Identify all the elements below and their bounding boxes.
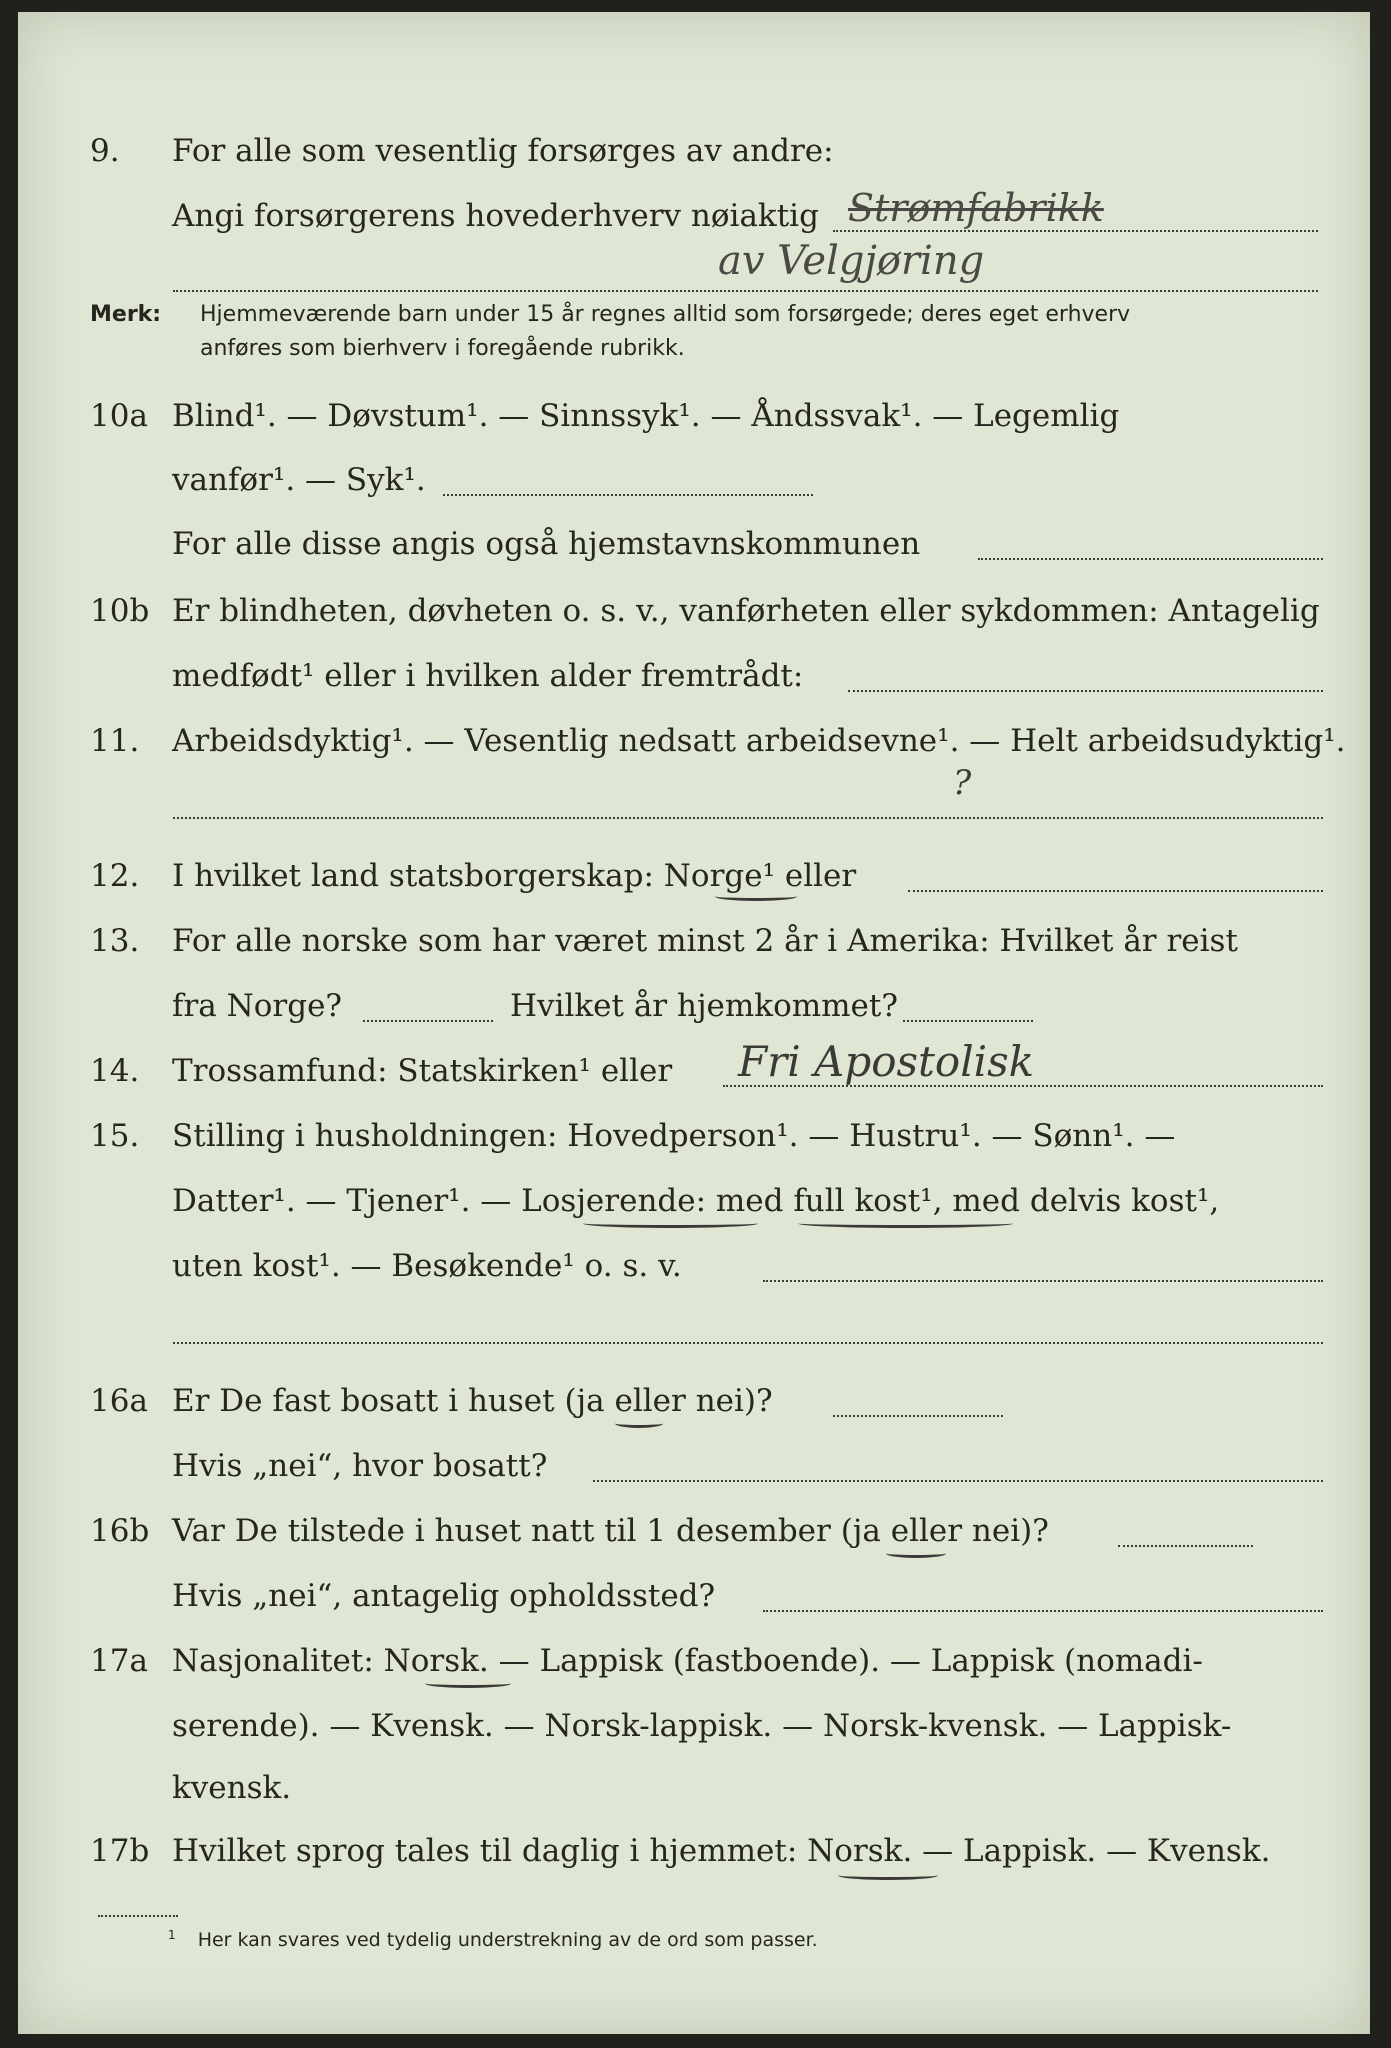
q16b-text-2: Hvis „nei“, antagelig opholdssted?: [172, 1578, 716, 1614]
q16a-text: Er De fast bosatt i huset (ja eller nei)?: [172, 1383, 773, 1419]
census-form-page: [18, 12, 1370, 2034]
answer-line[interactable]: [173, 290, 1318, 292]
q17b-text: Hvilket sprog tales til daglig i hjemmet: Norsk. — Lappisk. — Kvensk.: [172, 1833, 1271, 1869]
q10a-row-2: [18, 456, 1370, 504]
q13-text-2b: Hvilket år hjemkommet?: [510, 988, 898, 1024]
footnote-marker: 1: [168, 1928, 176, 1942]
q16a-row: [18, 1377, 1370, 1425]
q16a-number: 16a: [90, 1383, 148, 1419]
q10a-text: Blind¹. — Døvstum¹. — Sinnssyk¹. — Åndssvak¹. — Legemlig: [172, 398, 1120, 434]
q9-number: 9.: [90, 133, 120, 169]
q15-row-2: [18, 1177, 1370, 1225]
q16b-row: [18, 1507, 1370, 1555]
q15-text: Stilling i husholdningen: Hovedperson¹. — Hustru¹. — Sønn¹. —: [172, 1118, 1176, 1154]
underline-mark: [798, 1219, 1013, 1228]
q17a-row: [18, 1637, 1370, 1685]
q17a-row-2: [18, 1702, 1370, 1750]
q16a-row-2: [18, 1442, 1370, 1490]
answer-line[interactable]: [908, 890, 1323, 892]
q9-handwritten-answer: av Velgjøring: [718, 238, 985, 284]
q10b-text: Er blindheten, døvheten o. s. v., vanførheten eller sykdommen: Antagelig: [172, 593, 1320, 629]
q13-number: 13.: [90, 923, 140, 959]
q17a-text-2: serende). — Kvensk. — Norsk-lappisk. — Norsk-kvensk. — Lappisk-: [172, 1708, 1232, 1744]
q11-number: 11.: [90, 723, 140, 759]
answer-line[interactable]: [173, 1342, 1323, 1344]
q14-text: Trossamfund: Statskirken¹ eller: [172, 1053, 673, 1089]
answer-line[interactable]: [173, 817, 1323, 819]
q9-row-3: [18, 238, 1370, 298]
note-text-1: Hjemmeværende barn under 15 år regnes alltid som forsørgede; deres eget erhverv: [200, 302, 1131, 327]
q11-text: Arbeidsdyktig¹. — Vesentlig nedsatt arbeidsevne¹. — Helt arbeidsudyktig¹.: [172, 723, 1346, 759]
q9-row-2: [18, 186, 1370, 240]
q13-row: [18, 917, 1370, 965]
q13-text-2a: fra Norge?: [172, 988, 343, 1024]
q10b-text-2: medfødt¹ eller i hvilken alder fremtrådt:: [172, 658, 804, 694]
answer-line[interactable]: [763, 1610, 1323, 1612]
q10a-row: [18, 392, 1370, 440]
answer-line[interactable]: [833, 1415, 1003, 1417]
q13-text: For alle norske som har været minst 2 år i Amerika: Hvilket år reist: [172, 923, 1238, 959]
q12-row: [18, 852, 1370, 900]
q15-row-3: [18, 1242, 1370, 1290]
q16b-row-2: [18, 1572, 1370, 1620]
answer-line[interactable]: [443, 494, 813, 496]
footnote-text: Her kan svares ved tydelig understrekning av de ord som passer.: [197, 1929, 818, 1952]
underline-mark: [583, 1219, 758, 1228]
underline-mark: [886, 1549, 946, 1558]
answer-line[interactable]: [593, 1480, 1323, 1482]
footnote: [168, 1928, 818, 1951]
underline-mark: [425, 1679, 511, 1688]
q14-handwritten-answer: Fri Apostolisk: [738, 1037, 1035, 1086]
q10a-row-3: [18, 520, 1370, 568]
footnote-separator: [98, 1915, 178, 1917]
q16a-text-2: Hvis „nei“, hvor bosatt?: [172, 1448, 548, 1484]
answer-line[interactable]: [903, 1020, 1033, 1022]
q15-row-4: [18, 1304, 1370, 1352]
q10a-text-2: vanfør¹. — Syk¹.: [172, 462, 426, 498]
q10b-number: 10b: [90, 593, 150, 629]
note-text-2: anføres som bierhverv i foregående rubrikk.: [200, 336, 685, 361]
q11-handwritten-answer: ?: [953, 763, 972, 803]
q15-number: 15.: [90, 1118, 140, 1154]
answer-line[interactable]: [848, 690, 1323, 692]
q17b-number: 17b: [90, 1833, 150, 1869]
q10b-row: [18, 587, 1370, 635]
q11-row: [18, 717, 1370, 765]
q9-text: For alle som vesentlig forsørges av andre:: [172, 133, 834, 169]
q12-text: I hvilket land statsborgerskap: Norge¹ eller: [172, 858, 857, 894]
q17a-text: Nasjonalitet: Norsk. — Lappisk (fastboende). — Lappisk (nomadi-: [172, 1643, 1203, 1679]
q17a-text-3: kvensk.: [172, 1770, 292, 1806]
q13-row-2: [18, 982, 1370, 1030]
q9-text-2: Angi forsørgerens hovederhverv nøiaktig: [172, 198, 819, 234]
q10b-row-2: [18, 652, 1370, 700]
underline-mark: [838, 1871, 938, 1880]
answer-line[interactable]: [833, 230, 1318, 232]
q9-row: [18, 127, 1370, 175]
answer-line[interactable]: [363, 1020, 493, 1022]
q16b-text: Var De tilstede i huset natt til 1 desember (ja eller nei)?: [172, 1513, 1049, 1549]
underline-mark: [715, 892, 797, 901]
answer-line[interactable]: [763, 1280, 1323, 1282]
q14-number: 14.: [90, 1053, 140, 1089]
note-label: Merk:: [90, 302, 162, 327]
q15-text-2: Datter¹. — Tjener¹. — Losjerende: med full kost¹, med delvis kost¹,: [172, 1183, 1220, 1219]
answer-line[interactable]: [978, 558, 1323, 560]
q11-row-2: [18, 763, 1370, 825]
answer-line[interactable]: [1118, 1545, 1253, 1547]
q9-handwritten-answer-struck: Strømfabrikk: [848, 186, 1104, 230]
q17b-row: [18, 1827, 1370, 1875]
q15-text-3: uten kost¹. — Besøkende¹ o. s. v.: [172, 1248, 682, 1284]
q12-number: 12.: [90, 858, 140, 894]
q14-row: [18, 1037, 1370, 1095]
q10a-text-3: For alle disse angis også hjemstavnskommunen: [172, 526, 921, 562]
q10a-number: 10a: [90, 398, 148, 434]
underline-mark: [615, 1419, 663, 1428]
q15-row: [18, 1112, 1370, 1160]
q16b-number: 16b: [90, 1513, 150, 1549]
q17a-number: 17a: [90, 1643, 148, 1679]
q17a-row-3: [18, 1764, 1370, 1812]
